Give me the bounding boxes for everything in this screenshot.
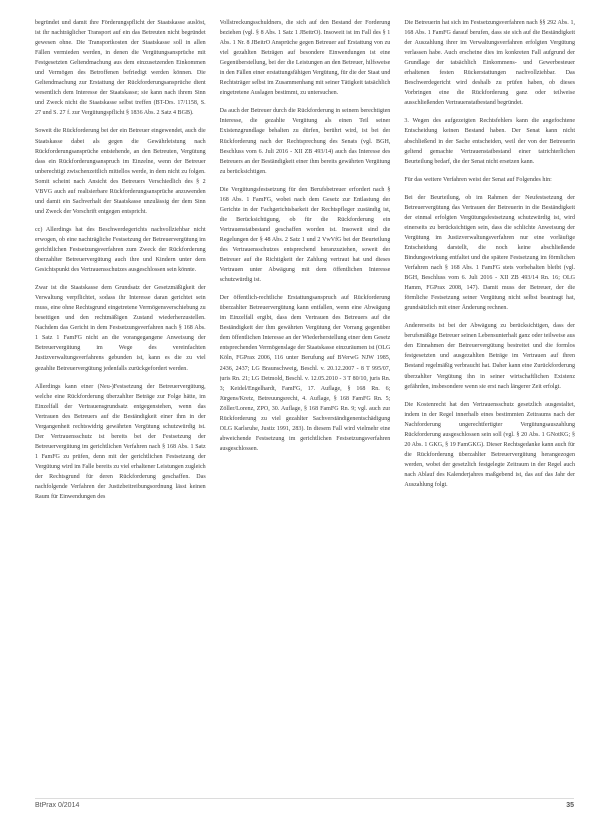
text-columns (35, 18, 575, 790)
paragraph: begründet und damit ihre Förderungspflicht der Staatskasse auslöst, ist ihr nachträglicher Transport auf ein das Betreuten nicht begründet gewesen ohne. Die Transportkosten der Staatskasse soll in allen Fällen vermieden werden, in denen die Vergütungsansprüche mit Festgesetzten Geltendmachung aus dem einzusetzenden Einkommen und Vermögen des Betroffenen befriedigt werden können. Die Geltendmachung zur Erstattung der Rückforderungsansprüche dient wesentlich dem Interesse der Staatskasse; sie kann nach ihrem Sinn und Zweck nicht die Staatskasse selbst treffen (BT-Drs. 17/1158, S. 27 und S. 27 f. zur Vergütungspflicht § 1836 Abs. 2 Satz 4 BGB). (35, 20, 206, 117)
page-number: 35 (566, 802, 574, 809)
paragraph: Bei der Beurteilung, ob im Rahmen der Neufestsetzung der Betreuervergütung das Vertrauen der Betreuerin in die Beständigkeit der einmal erfolgten Vergütungsfestsetzung schutzwürdig ist, wird einerseits zu berücksichtigen sein, dass die schlichte Anweisung der Vergütung im Justizverwaltungsverfahren nur eine vorläufige Entscheidung darstellt, die noch keine abschließende Bindungswirkung entfaltet und die spätere Festsetzung im förmlichen Verfahren nach § 168 Abs. 1 FamFG stets vorbehalten bleibt (vgl. BGH, Beschluss vom 6. Juli 2016 - XII ZB 493/14 Rn. 16; OLG Hamm, FGPrax 2008, 147). Damit muss der Betreuer, der die förmliche Festsetzung seiner Vergütung nicht selbst beantragt hat, grundsätzlich mit einer Änderung rechnen. (404, 194, 576, 312)
paragraph: 3. Wegen des aufgezeigten Rechtsfehlers kann die angefochtene Entscheidung keinen Bestand haben. Der Senat kann nicht abschließend in der Sache entscheiden, weil der von der Betreuerin geltend gemachte Vertrauenstatbestand einer tatrichterlichen Beurteilung bedarf, die der Senat nicht ersetzen kann. (404, 118, 576, 165)
paragraph: Die Kostenrecht hat den Vertrauensschutz gesetzlich ausgestaltet, indem in der Regel innerhalb eines bestimmten Zeitraums nach der Nachforderung ungerechtfertigter Vergütungsauszahlung Rückforderung ausgeschlossen sein soll (vgl. § 20 Abs. 1 GNotKG; § 20 Abs. 1 GKG, § 19 FamGKG). Dieser Rechtsgedanke kann auch für die Rückforderung überzahlter Betreuervergütung herangezogen werden, wobei der gesetzlich festgelegte Zeitraum in der Regel auch nach Ablauf des Kalenderjahres maßgebend ist, das auf das Jahr der Auszahlung folgt. (404, 401, 576, 488)
paragraph: Die Vergütungsfestsetzung für den Berufsbetreuer erfordert nach § 168 Abs. 1 FamFG, wobei nach dem Gesetz zur Entlastung der Gerichte in der Fachgerichtsbarkeit der Rechtspfleger zuständig ist, die Berücksichtigung, ob für die Rückforderung ein Vertrauenstatbestand geschaffen worden ist. Insoweit sind die Regelungen der § 48 Abs. 2 Satz 1 und 2 VwVfG bei der Beurteilung des Vertrauensschutzes entsprechend heranzuziehen, soweit der Betreuer auf die Richtigkeit der Zahlung vertraut hat und dieses Vertrauen unter Abwägung mit dem öffentlichen Interesse schutzwürdig ist. (219, 186, 391, 284)
column-2 (220, 18, 391, 790)
paragraph: Zwar ist die Staatskasse dem Grundsatz der Gesetzmäßigkeit der Verwaltung verpflichtet, sodass ihr Interesse daran gerichtet sein muss, eine ohne Rechtsgrund eingetretene Vermögensverschiebung zu beseitigen und den rechtmäßigen Zustand wiederherzustellen. Nachdem das Gericht in dem Festsetzungsverfahren nach § 168 Abs. 1 Satz 1 FamFG nicht an die vorangegangene Anweisung der Betreuervergütung im Wege des vereinfachten Justizverwaltungsverfahrens gebunden ist, kann es die zu viel gezahlte Betreuervergütung jedenfalls zurückgefordert werden. (35, 285, 206, 372)
paragraph: Die Betreuerin hat sich im Festsetzungsverfahren nach §§ 292 Abs. 1, 168 Abs. 1 FamFG darauf berufen, dass sie sich auf die Beständigkeit der Auszahlung ihrer im Verwaltungsverfahren erfolgten Vergütung verlassen habe. Auch erscheine dies im konkreten Fall aufgrund der Grundlage der tatsächlich Einkommens- und Gewerbesteuer erhaltenen festen Rückerstattungen nachvollziehbar. Das Beschwerdegericht wird deshalb zu prüfen haben, ob dieses Vorbringen eine die Rückforderung ganz oder teilweise ausschließenden Vertrauenstatbestand begründet. (404, 20, 576, 107)
paragraph: Für das weitere Verfahren weist der Senat auf Folgendes hin: (404, 176, 552, 183)
column-1 (35, 18, 206, 790)
page-footer (35, 798, 574, 809)
paragraph: Allerdings kann einer (Neu-)Festsetzung der Betreuervergütung, welche eine Rückforderung überzahlter Beträge zur Folge hätte, im Einzelfall der Vertrauensgrundsatz entgegenstehen, wenn das Vertrauen des Betreuers auf die Beständigkeit einer ihm in der Vergangenheit rechtswidrig gewährten Vergütung schutzwürdig ist. Der Vertrauensschutz ist bereits bei der Festsetzung der Betreuervergütung im gerichtlichen Verfahren nach § 168 Abs. 1 Satz 1 FamFG zu prüfen, denn mit der gerichtlichen Festsetzung der Vergütung wird im Falle bereits zu viel erhaltener Leistungen zugleich der Rechtsgrund für deren Rückforderung geschaffen. Das nachfolgende Verfahren der Justizbeitreibungsordnung lässt keinen Raum für Einwendungen des (35, 383, 206, 501)
paragraph: Der öffentlich-rechtliche Erstattungsanspruch auf Rückforderung überzahlter Betreuervergütung kann entfallen, wenn eine Abwägung im Einzelfall ergibt, dass dem Vertrauen des Betreuers auf die Beständigkeit der ihm gewährten Vergütung der Vorrang gegenüber dem öffentlichen Interesse an der Wiederherstellung einer dem Gesetz entsprechenden Vermögenslage der Staatskasse einzuräumen ist (OLG Köln, FGPrax 2006, 116 unter Berufung auf BVerwG NJW 1985, 2436, 2437; LG Braunschweig, Beschl. v. 20.12.2007 - 8 T 995/07, juris Rn. 21; LG Detmold, Beschl. v. 12.05.2010 - 3 T 80/10, juris Rn. 3; Keidel/Engelhardt, FamFG, 17. Auflage, § 168 Rn. 6; Jürgens/Kretz, Betreuungsrecht, 4. Auflage, § 168 FamFG Rn. 5; Zöller/Lorenz, ZPO, 30. Auflage, § 168 FamFG Rn. 9; vgl. auch zur Rückforderung zu viel gezahlter Sachverständigenentschädigung OLG Karlsruhe, Justiz 1991, 283). In diesem Fall wird vielmehr eine abweichende Festsetzung im gerichtlichen Festsetzungsverfahren ausgeschlossen. (219, 295, 391, 452)
paragraph: Andererseits ist bei der Abwägung zu berücksichtigen, dass der berufsmäßige Betreuer seinen Lebensunterhalt ganz oder teilweise aus den Einnahmen der Betreuervergütung bestreitet und die formlos festgesetzten und ausgezahlten Beträge im Vertrauen auf ihren Bestand regelmäßig verbraucht hat. Daher kann eine Zurückforderung überzahlter Vergütung ihn in seiner wirtschaftlichen Existenz gefährden, insbesondere wenn sie erst nach längerer Zeit erfolgt. (404, 323, 576, 390)
column-3 (404, 18, 575, 790)
paragraph: Vollstreckungsschuldners, die sich auf den Bestand der Forderung beziehen (vgl. § 8 Abs. 1 Satz 1 JBeitrO). Insoweit ist im Fall des § 1 Abs. 1 Nr. 8 JBeitrO Ansprüche gegen Betreuer auf Erstattung von zu viel gezahlten Beträgen auf besondere Einwendungen ist eine Gegenüberstellung, bei der die Leistungen an den Betreuer, hilfsweise in den Fällen einer erstattungsfähigen Vergütung, für die der Staat und Rechtsträger selbst im Zusammenhang mit seiner Tätigkeit tatsächlich eingetretene Auslagen bestimmt, zu untersuchen. (219, 20, 391, 97)
paragraph: Soweit die Rückforderung bei der ein Betreuer eingewendet, auch die Staatskasse dabei als gegen die Gewährleistung nach Rückforderungsansprüche entstehende, an den Betreuten, Vergütung dass ein Rückforderungsanspruch im Einzelne, wenn der Betreuer unberechtigt zwischenzeitlich mittellos werde, in dem nicht zu folgen. Somit scheint nach Ansicht des Betreuers Verschiedlich des § 2 VBVG auch auf realisierbare Rückforderungsansprüche anzuwenden und damit ein Sachverhalt der Staatskasse unzulässig der dem Sinn und Zweck der Vorschrift entgegen entspricht. (35, 128, 206, 215)
paragraph: Da auch der Betreuer durch die Rückforderung in seinem berechtigten Interesse, die gezahlte Vergütung als einen Teil seiner Existenzgrundlage behalten zu dürfen, berührt wird, ist bei der Rückforderung nach der Rechtsprechung des Senats (vgl. BGH, Beschluss vom 6. Juli 2016 - XII ZB 493/14) auch das Interesse des Betreuers an der Beständigkeit einer ihm bereits gewährten Vergütung zu berücksichtigen. (219, 108, 391, 175)
journal-issue: BtPrax 0/2014 (35, 802, 80, 809)
paragraph: cc) Allerdings hat des Beschwerdegerichts nachvollziehbar nicht erwogen, ob eine nachträgliche Festsetzung der Betreuervergütung im gerichtlichen Festsetzungsverfahren zum Zweck der Rückforderung überzahlter Betreuervergütung auch ihre und Kindern unter dem Gesichtspunkt des Vertrauensschutzes ausgeschlossen sein könnte. (35, 226, 206, 274)
